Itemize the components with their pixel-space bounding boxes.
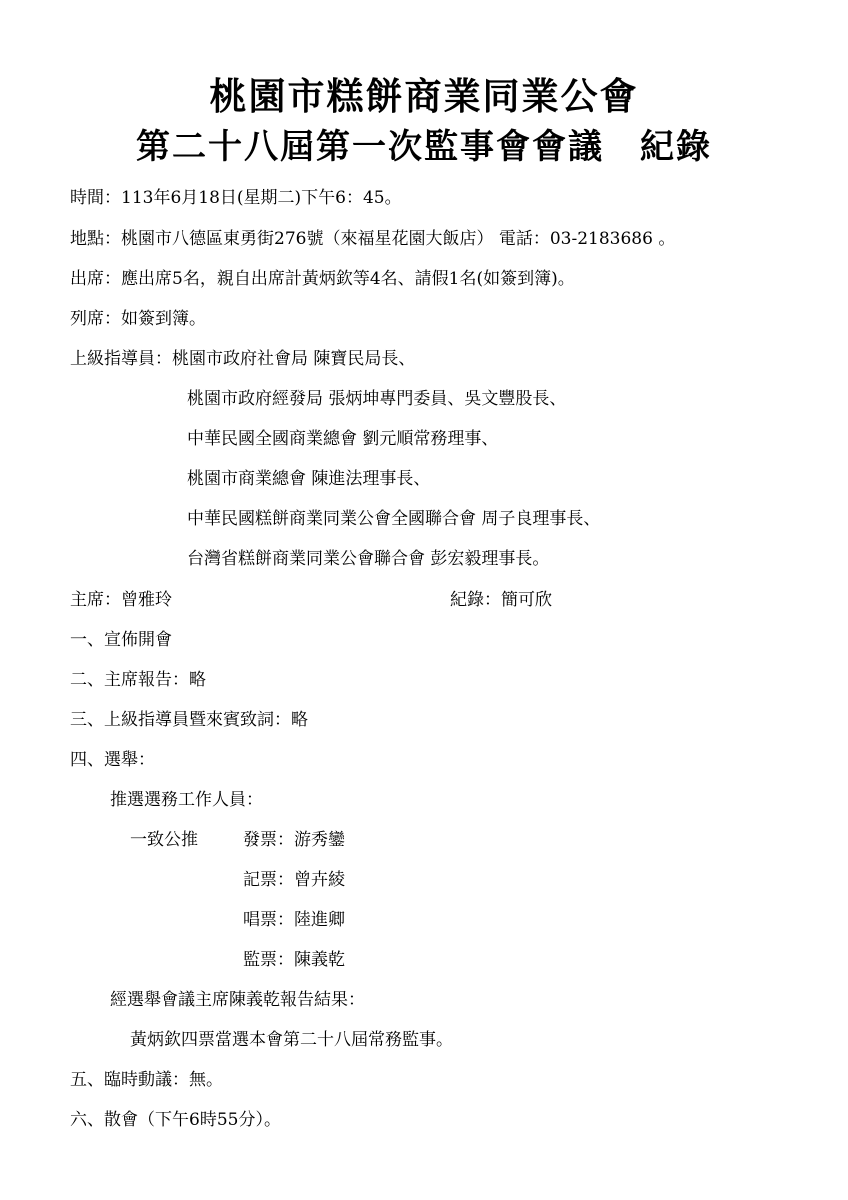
vote-recorder: 記票：曾卉綾	[243, 870, 345, 890]
recorder: 紀錄：簡可欣	[450, 590, 552, 610]
agenda-opening: 一、宣佈開會	[70, 630, 172, 650]
vote-supervisor: 監票：陳義乾	[243, 950, 345, 970]
guest-line: 中華民國糕餅商業同業公會全國聯合會 周子良理事長、	[187, 509, 601, 529]
meeting-place: 地點：桃園市八德區東勇街276號（來福星花園大飯店） 電話：03-2183686 。	[70, 229, 676, 249]
agenda-chair-report: 二、主席報告：略	[70, 670, 206, 690]
guest-line: 桃園市政府經發局 張炳坤專門委員、吳文豐股長、	[187, 389, 567, 409]
vote-caller: 唱票：陸進卿	[243, 910, 345, 930]
election-result: 黃炳欽四票當選本會第二十八屆常務監事。	[130, 1030, 453, 1050]
agenda-election: 四、選舉：	[70, 750, 155, 770]
election-result-intro: 經選舉會議主席陳義乾報告結果：	[110, 990, 365, 1010]
guest-line: 中華民國全國商業總會 劉元順常務理事、	[187, 429, 499, 449]
agenda-guest-speech: 三、上級指導員暨來賓致詞：略	[70, 710, 308, 730]
agenda-motions: 五、臨時動議：無。	[70, 1070, 223, 1090]
document-subtitle: 第二十八屆第一次監事會會議 紀錄	[136, 127, 712, 167]
unanimous-nomination: 一致公推	[130, 830, 198, 850]
attendance: 出席：應出席5名，親自出席計黃炳欽等4名、請假1名(如簽到簿)。	[70, 269, 575, 289]
chairperson: 主席：曾雅玲	[70, 590, 172, 610]
guest-line: 台灣省糕餅商業同業公會聯合會 彭宏毅理事長。	[187, 549, 550, 569]
meeting-time: 時間：113年6月18日(星期二)下午6：45。	[70, 188, 402, 208]
guest-line: 桃園市商業總會 陳進法理事長、	[187, 469, 431, 489]
document-title: 桃園市糕餅商業同業公會	[209, 75, 639, 118]
guest-line: 上級指導員：桃園市政府社會局 陳寶民局長、	[70, 349, 416, 369]
agenda-adjourn: 六、散會（下午6時55分）。	[70, 1110, 281, 1130]
election-staff-heading: 推選選務工作人員：	[110, 790, 263, 810]
ballot-issuer: 發票：游秀鑾	[243, 830, 345, 850]
observers: 列席：如簽到簿。	[70, 309, 206, 329]
